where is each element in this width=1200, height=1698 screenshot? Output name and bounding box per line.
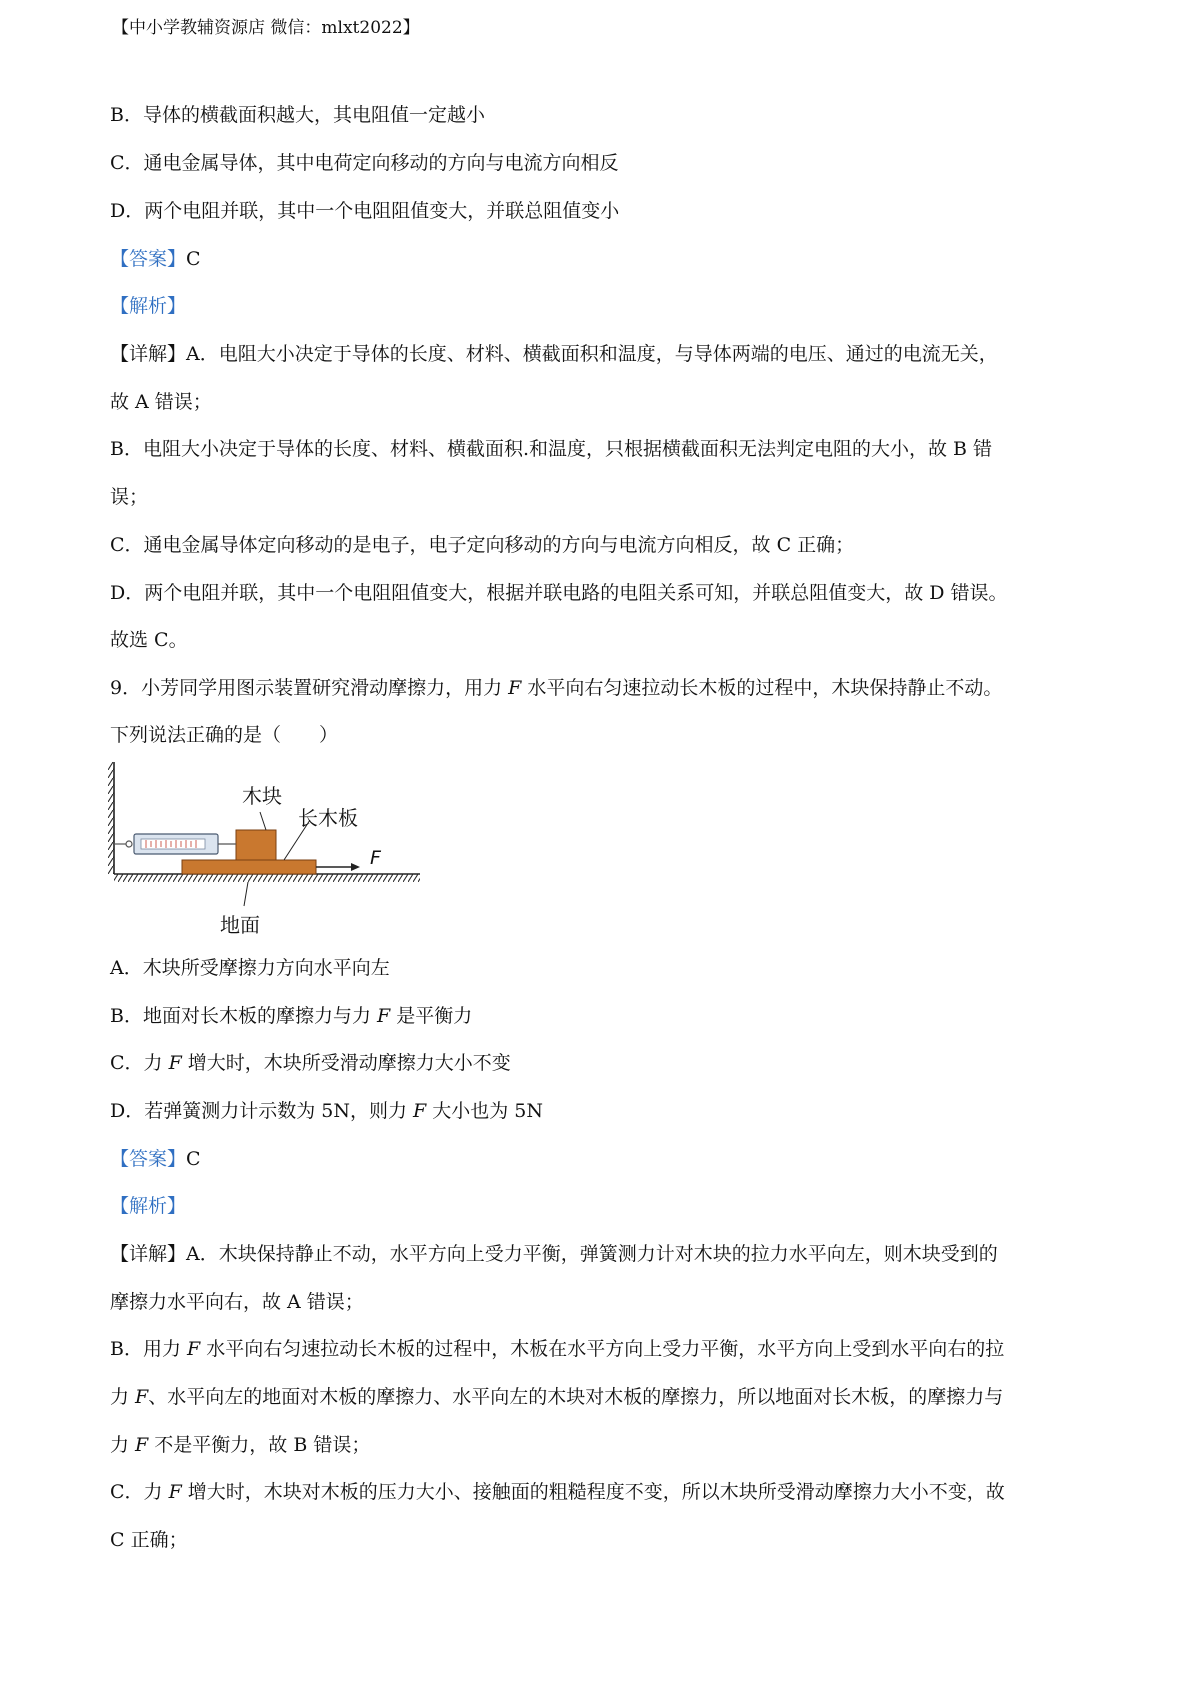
detail-text: 力 <box>110 1386 136 1408</box>
ground-label: 地面 <box>220 913 260 937</box>
wall-hatch <box>108 762 114 874</box>
q9-detail-b-line2 <box>110 1384 1003 1410</box>
option-text: 是平衡力 <box>390 1005 473 1027</box>
answer-value: C <box>186 1148 201 1170</box>
detail-text: A．电阻大小决定于导体的长度、材料、横截面积和温度，与导体两端的电压、通过的电流无关， <box>186 343 998 365</box>
q9-option-d <box>110 1098 543 1124</box>
q8-answer <box>110 246 201 272</box>
q8-option-c: C．通电金属导体，其中电荷定向移动的方向与电流方向相反 <box>110 152 619 174</box>
force-symbol: F <box>168 1052 182 1074</box>
force-label: F <box>370 847 381 869</box>
detail-text: B．用力 <box>110 1338 188 1360</box>
detail-tag: 【详解】 <box>110 343 187 365</box>
q9-stem-line1 <box>110 675 1002 701</box>
board-label: 长木板 <box>298 806 358 830</box>
force-symbol: F <box>508 677 522 699</box>
q9-stem-line2: 下列说法正确的是（ ） <box>110 724 339 746</box>
page-header: 【中小学教辅资源店 微信：mlxt2022】 <box>112 18 420 38</box>
force-symbol: F <box>135 1434 149 1456</box>
friction-apparatus-figure <box>108 762 428 942</box>
answer-tag: 【答案】 <box>110 248 187 270</box>
detail-text: 不是平衡力，故 B 错误； <box>148 1434 371 1456</box>
force-symbol: F <box>168 1481 182 1503</box>
answer-value: C <box>186 248 201 270</box>
force-symbol: F <box>413 1100 427 1122</box>
force-symbol: F <box>187 1338 201 1360</box>
q9-option-c <box>110 1050 511 1076</box>
q9-analysis-tag: 【解析】 <box>110 1195 187 1217</box>
q9-option-b <box>110 1003 472 1029</box>
q8-detail-d: D．两个电阻并联，其中一个电阻阻值变大，根据并联电路的电阻关系可知，并联总阻值变大，故 D 错误。 <box>110 582 1008 604</box>
stem-text: 9．小芳同学用图示装置研究滑动摩擦力，用力 <box>110 677 509 699</box>
detail-text: 增大时，木块对木板的压力大小、接触面的粗糙程度不变，所以木块所受滑动摩擦力大小不变，故 <box>181 1481 1005 1503</box>
q8-conclusion: 故选 C。 <box>110 629 188 651</box>
detail-text: 水平向右匀速拉动长木板的过程中，木板在水平方向上受力平衡，水平方向上受到水平向右的拉 <box>200 1338 1005 1360</box>
q8-detail-b-line2: 误； <box>110 486 149 508</box>
q9-detail-c-line2: C 正确； <box>110 1529 188 1551</box>
q8-detail-a-line1 <box>110 341 998 367</box>
q8-detail-a-line2: 故 A 错误； <box>110 391 212 413</box>
detail-tag: 【详解】 <box>110 1243 187 1265</box>
option-text: 增大时，木块所受滑动摩擦力大小不变 <box>181 1052 511 1074</box>
option-text: 大小也为 5N <box>426 1100 544 1122</box>
q9-detail-a-line1 <box>110 1241 998 1267</box>
detail-text: 力 <box>110 1434 136 1456</box>
stem-text: 水平向右匀速拉动长木板的过程中，木块保持静止不动。 <box>521 677 1003 699</box>
block-label-line <box>260 812 266 830</box>
q8-detail-c: C．通电金属导体定向移动的是电子，电子定向移动的方向与电流方向相反，故 C 正确； <box>110 534 855 556</box>
ground-label-line <box>244 882 248 906</box>
block-label: 木块 <box>242 784 282 808</box>
option-text: D．若弹簧测力计示数为 5N，则力 <box>110 1100 414 1122</box>
force-symbol: F <box>135 1386 149 1408</box>
q9-answer <box>110 1146 201 1172</box>
detail-text: 、水平向左的地面对木板的摩擦力、水平向左的木块对木板的摩擦力，所以地面对长木板，的摩擦力与 <box>148 1386 1004 1408</box>
force-arrow-head <box>351 863 360 871</box>
option-text: B．地面对长木板的摩擦力与力 <box>110 1005 378 1027</box>
wooden-block <box>236 830 276 860</box>
scale-ring <box>126 841 132 847</box>
q9-detail-b-line1 <box>110 1336 1004 1362</box>
ground-hatch <box>114 874 420 882</box>
q8-option-b: B．导体的横截面积越大，其电阻值一定越小 <box>110 104 485 126</box>
q9-detail-b-line3 <box>110 1432 370 1458</box>
q9-detail-a-line2: 摩擦力水平向右，故 A 错误； <box>110 1291 364 1313</box>
detail-text: C．力 <box>110 1481 169 1503</box>
answer-tag: 【答案】 <box>110 1148 187 1170</box>
option-text: C．力 <box>110 1052 169 1074</box>
q9-option-a: A．木块所受摩擦力方向水平向左 <box>110 957 390 979</box>
detail-text: A．木块保持静止不动，水平方向上受力平衡，弹簧测力计对木块的拉力水平向左，则木块受到的 <box>186 1243 998 1265</box>
q8-analysis-tag: 【解析】 <box>110 295 187 317</box>
q8-option-d: D．两个电阻并联，其中一个电阻阻值变大，并联总阻值变小 <box>110 200 620 222</box>
q8-detail-b-line1: B．电阻大小决定于导体的长度、材料、横截面积.和温度，只根据横截面积无法判定电阻的大小，故 B 错 <box>110 438 993 460</box>
force-symbol: F <box>377 1005 391 1027</box>
q9-detail-c-line1 <box>110 1479 1005 1505</box>
long-board <box>182 860 316 874</box>
